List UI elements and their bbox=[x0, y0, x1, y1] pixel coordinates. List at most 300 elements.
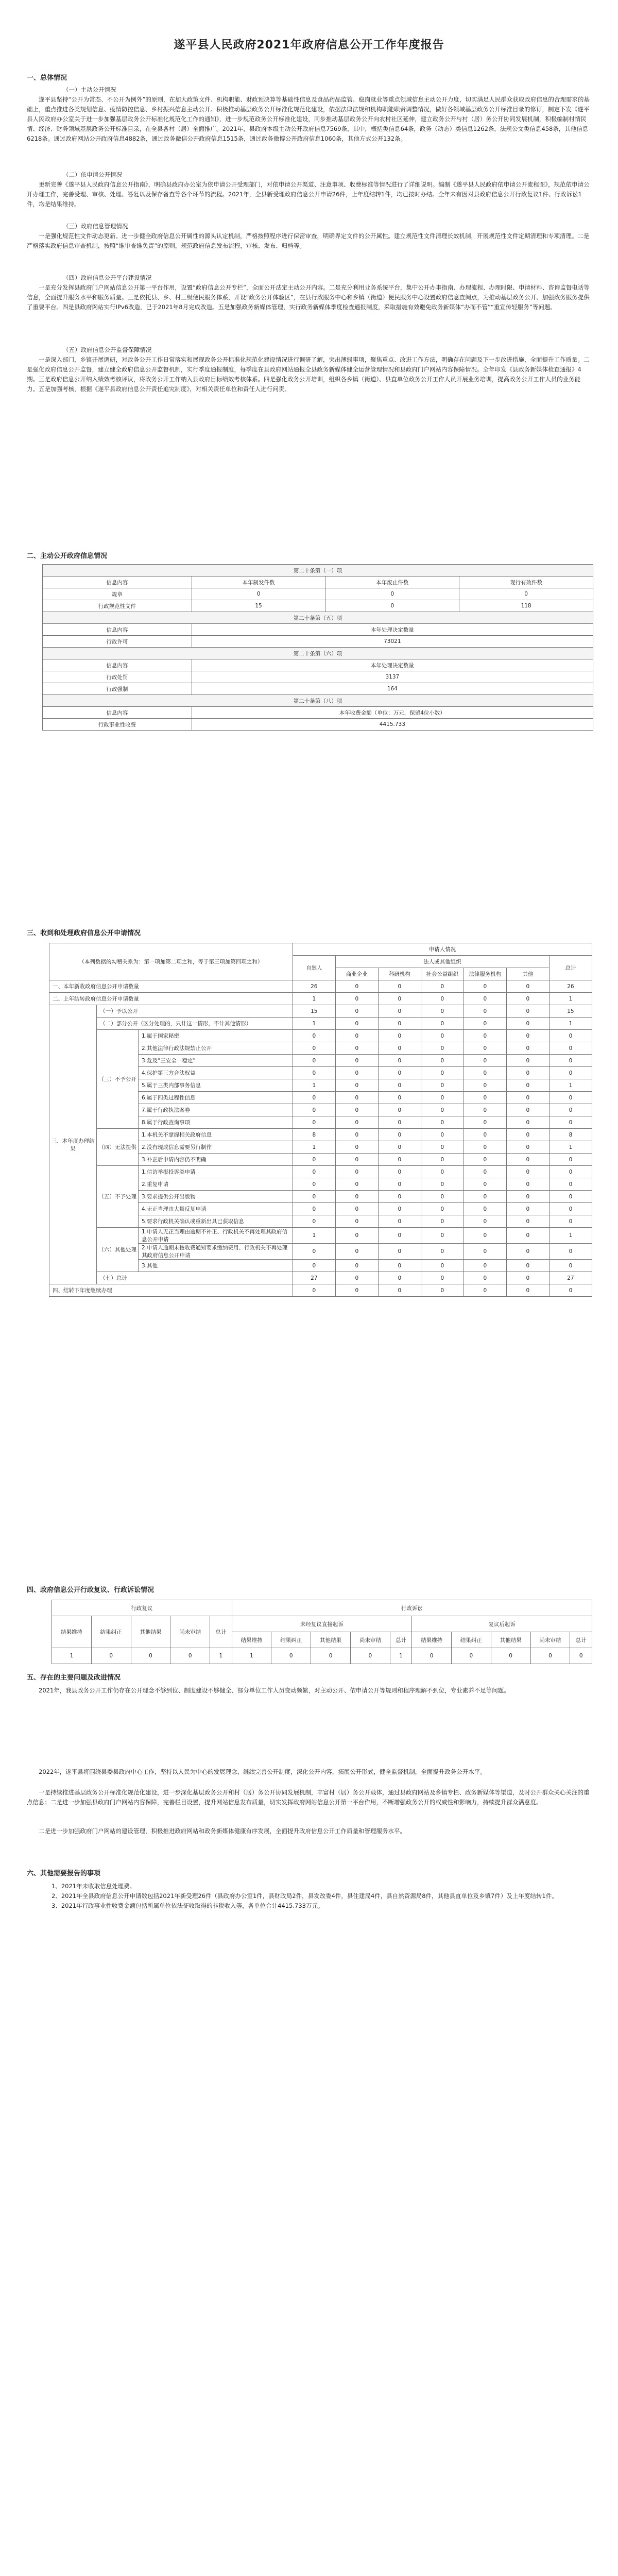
row-label: 2.没有现成信息需要另行制作 bbox=[138, 1141, 293, 1154]
cell-value: 0 bbox=[421, 1067, 464, 1079]
cell-value: 1 bbox=[549, 993, 592, 1005]
row-label: 行政强制 bbox=[43, 683, 192, 695]
row-label: 2.其他法律行政法规禁止公开 bbox=[138, 1042, 293, 1055]
cell-value: 0 bbox=[421, 1055, 464, 1067]
group-label: 三、本年度办理结果 bbox=[49, 1005, 97, 1284]
cell-value: 0 bbox=[549, 1154, 592, 1166]
cell-value: 0 bbox=[464, 1284, 506, 1297]
table-caption: 第二十条第（六）项 bbox=[43, 648, 593, 659]
col-header: 本年制发件数 bbox=[192, 577, 325, 588]
cell-value: 0 bbox=[378, 1055, 421, 1067]
cell-value: 0 bbox=[506, 1141, 549, 1154]
cell-value: 0 bbox=[464, 1166, 506, 1178]
cell-value: 0 bbox=[464, 1055, 506, 1067]
table-row bbox=[43, 636, 593, 648]
col-header: 行政复议 bbox=[52, 1600, 232, 1616]
cell-value: 0 bbox=[421, 1203, 464, 1215]
cell-value: 0 bbox=[506, 1244, 549, 1260]
cell-value: 0 bbox=[378, 1260, 421, 1272]
cell-value: 0 bbox=[421, 1129, 464, 1141]
table-row bbox=[43, 588, 593, 600]
row-label: 6.属于四类过程性信息 bbox=[138, 1092, 293, 1104]
cell-value: 0 bbox=[335, 1129, 378, 1141]
cell-value: 0 bbox=[464, 1005, 506, 1018]
cell-value: 0 bbox=[293, 1215, 335, 1228]
cell-value: 0 bbox=[421, 1154, 464, 1166]
row-label: 行政处罚 bbox=[43, 671, 192, 683]
col-header: 结果维持 bbox=[52, 1616, 92, 1648]
cell-value: 0 bbox=[325, 588, 459, 600]
table-row bbox=[43, 719, 593, 731]
cell-value: 0 bbox=[378, 980, 421, 993]
s1-para-5: 一是深入部门，乡镇开展调研，对政务公开工作日常落实和展现政务公开标准化规范化建设情况进行调研了解，突出薄弱事项，聚焦重点、改进工作方法，明确存在问题及下一步改进措施，全面提升工作质量。二是强化政府信息公开监督，建立健全政府信息公开监督机制，实行季度通报制度，每季度在县政府网站通报全县政务新媒体健全运营管理情况和县政府门户网站内容保障情况。全年印发《县政务新媒体检查通报》4期。三是政府信息公开纳入绩效考核评议，将政务公开工作纳入县政府目标绩效考核体系。四是强化政务公开培训，组织各乡镇（街道）、县直单位政务公开工作人员开展业务培训，提高政务公开工作人员的业务能力。五是加强考核，根据《遂平县政府信息公开责任追究制度》，对相关责任单位和责任人进行问责。 bbox=[27, 356, 590, 393]
cell-value: 0 bbox=[506, 1104, 549, 1116]
cell-value: 0 bbox=[192, 588, 325, 600]
subgroup-label: （三）不予公开 bbox=[97, 1030, 139, 1129]
cell-value: 0 bbox=[421, 1284, 464, 1297]
cell-value: 0 bbox=[378, 1092, 421, 1104]
table-row bbox=[49, 1005, 592, 1018]
col-header: 法人或其他组织 bbox=[335, 956, 549, 968]
cell-value: 0 bbox=[421, 1042, 464, 1055]
table-row bbox=[43, 671, 593, 683]
cell-value: 0 bbox=[378, 1116, 421, 1129]
cell-value: 0 bbox=[378, 1178, 421, 1191]
cell-value: 0 bbox=[570, 1648, 592, 1664]
col-header: 复议后起诉 bbox=[412, 1616, 592, 1632]
cell-value: 0 bbox=[293, 1116, 335, 1129]
application-handling-table bbox=[49, 943, 592, 1297]
s1-sub-5: （五）政府信息公开监督保障情况 bbox=[63, 346, 152, 353]
cell-value: 0 bbox=[464, 1129, 506, 1141]
s1-sub-4: （四）政府信息公开平台建设情况 bbox=[63, 274, 152, 281]
row-label: 3.危及“三安全一稳定” bbox=[138, 1055, 293, 1067]
cell-value: 0 bbox=[293, 1154, 335, 1166]
cell-value: 0 bbox=[464, 993, 506, 1005]
table-row bbox=[43, 683, 593, 695]
table-row bbox=[49, 1030, 592, 1042]
s1-para-3: 一是强化规范性文件动态更新。进一步健全政府信息公开属性的源头认定机制，严格按照程序进行保密审查，明确界定文件的公开属性。建立规范性文件清理长效机制，开展规范性文件定期清理和专项清理。二是严格落实政府信息审查机制，按照“谁审查谁负责”的原则，规范政府信息发布流程，审核、发布、归档等。 bbox=[27, 232, 590, 249]
cell-value: 0 bbox=[378, 1244, 421, 1260]
cell-value: 1 bbox=[210, 1648, 232, 1664]
cell-value: 0 bbox=[506, 1079, 549, 1092]
col-header: 尚未审结 bbox=[170, 1616, 210, 1648]
cell-value: 0 bbox=[464, 1042, 506, 1055]
col-header: 法律服务机构 bbox=[464, 968, 506, 980]
col-header: 其他结果 bbox=[131, 1616, 170, 1648]
cell-value: 0 bbox=[464, 1203, 506, 1215]
table-row bbox=[52, 1648, 592, 1664]
cell-value: 0 bbox=[421, 1215, 464, 1228]
row-label: 3.补正后申请内容仍不明确 bbox=[138, 1154, 293, 1166]
row-label: 3.要求提供公开出版物 bbox=[138, 1191, 293, 1203]
cell-value: 0 bbox=[378, 1166, 421, 1178]
cell-value: 0 bbox=[335, 1116, 378, 1129]
cell-value: 0 bbox=[506, 1284, 549, 1297]
cell-value: 0 bbox=[293, 1067, 335, 1079]
col-header: 其他 bbox=[506, 968, 549, 980]
col-header: 尚未审结 bbox=[530, 1632, 570, 1648]
cell-value: 15 bbox=[192, 600, 325, 612]
cell-value: 0 bbox=[464, 1272, 506, 1284]
col-header: 结果纠正 bbox=[91, 1616, 131, 1648]
cell-value: 8 bbox=[549, 1129, 592, 1141]
row-label: 4.无正当理由大量反复申请 bbox=[138, 1203, 293, 1215]
cell-value: 0 bbox=[335, 1042, 378, 1055]
cell-value: 0 bbox=[421, 1272, 464, 1284]
cell-value: 0 bbox=[271, 1648, 311, 1664]
row-label: 2.申请人逾期未按收费通知要求缴纳费用、行政机关不再处理其政府信息公开申请 bbox=[138, 1244, 293, 1260]
s1-para-4: 一是充分发挥县政府门户网站信息公开第一平台作用，设置“政府信息公开专栏”，全面公开法定主动公开内容。二是充分利用业务系统平台，集中公开办事指南、办理流程、办理时限、申请材料、咨询监督电话等信息，全面提升服务水平和服务质量。三是依托县、乡、村三级便民服务体系，开设“政务公开体验区”，在县行政服务中心和乡镇（街道）便民服务中心设置政府信息查阅点，为推动基层政务公开、加强政务服务提供了重要平台。四是县政府网站实行IPv6改造，已于2021年8月完成改造。五是加强政务新媒体管理，实行政务新媒体季度检查通报制度，采取措施有效避免政务新媒体“办而不管”“重宣传轻服务”等问题。 bbox=[27, 284, 590, 311]
cell-value: 26 bbox=[293, 980, 335, 993]
cell-value: 0 bbox=[335, 1272, 378, 1284]
col-header: 科研机构 bbox=[378, 968, 421, 980]
cell-value: 0 bbox=[421, 1092, 464, 1104]
cell-value: 0 bbox=[325, 600, 459, 612]
cell-value: 1 bbox=[549, 1079, 592, 1092]
cell-value: 1 bbox=[293, 1079, 335, 1092]
cell-value: 1 bbox=[293, 1141, 335, 1154]
report-title: 遂平县人民政府2021年政府信息公开工作年度报告 bbox=[174, 39, 444, 52]
table-caption: 第二十条第（一）项 bbox=[43, 565, 593, 577]
subgroup-label: （五）不予处理 bbox=[97, 1166, 139, 1228]
review-litigation-table bbox=[52, 1600, 592, 1664]
cell-value: 0 bbox=[549, 1178, 592, 1191]
row-label: 2.重复申请 bbox=[138, 1178, 293, 1191]
cell-value: 0 bbox=[335, 1284, 378, 1297]
cell-value: 0 bbox=[464, 980, 506, 993]
s1-para-2: 更新完善《遂平县人民政府信息公开指南》，明确县政府办公室为依申请公开受理部门，对依申请公开渠道、注意事项、收费标准等情况进行了详细说明。编制《遂平县人民政府依申请公开流程图》，规范依申请公开办理工作，完善受理、审核、处理、答复以及保存备查等各个环节的流程。2021年，全县新受理政府信息公开申请26件，上年度结转1件，均已按时办结。全年未有因对县政府信息公开行政复议1件、行政诉讼1件，均是结果维持。 bbox=[27, 181, 590, 208]
cell-value: 0 bbox=[335, 1166, 378, 1178]
row-label: 4.保护第三方合法权益 bbox=[138, 1067, 293, 1079]
cell-value: 27 bbox=[549, 1272, 592, 1284]
cell-value: 0 bbox=[421, 1030, 464, 1042]
cell-value: 0 bbox=[335, 1228, 378, 1244]
cell-value: 0 bbox=[459, 588, 593, 600]
cell-value: 0 bbox=[335, 1191, 378, 1203]
cell-value: 1 bbox=[549, 1141, 592, 1154]
cell-value: 0 bbox=[421, 1079, 464, 1092]
cell-value: 0 bbox=[549, 1092, 592, 1104]
cell-value: 0 bbox=[549, 1055, 592, 1067]
row-label: 5.要求行政机关确认或重新出具已获取信息 bbox=[138, 1215, 293, 1228]
cell-value: 0 bbox=[421, 1191, 464, 1203]
cell-value: 0 bbox=[491, 1648, 530, 1664]
cell-value: 0 bbox=[335, 1005, 378, 1018]
row-label: 5.属于三类内部事务信息 bbox=[138, 1079, 293, 1092]
cell-value: 0 bbox=[464, 1191, 506, 1203]
cell-value: 0 bbox=[378, 1018, 421, 1030]
cell-value: 0 bbox=[464, 1141, 506, 1154]
col-header: 尚未审结 bbox=[350, 1632, 390, 1648]
col-header: 总计 bbox=[570, 1632, 592, 1648]
cell-value: 0 bbox=[549, 1203, 592, 1215]
cell-value: 0 bbox=[549, 1030, 592, 1042]
row-label: 1.属于国家秘密 bbox=[138, 1030, 293, 1042]
row-label: 3.其他 bbox=[138, 1260, 293, 1272]
cell-value: 0 bbox=[506, 1154, 549, 1166]
cell-value: 0 bbox=[378, 1215, 421, 1228]
cell-value: 0 bbox=[464, 1244, 506, 1260]
cell-value: 0 bbox=[464, 1092, 506, 1104]
list-item: 2、2021年全县政府信息公开申请数包括2021年新受理26件（县政府办公室1件，县财政局2件，县发改委4件，县住建局4件，县自然资源局8件，其他县直单位及乡镇7件）及上年度结转1件。 bbox=[52, 1892, 558, 1900]
cell-value: 0 bbox=[378, 1079, 421, 1092]
cell-value: 0 bbox=[464, 1067, 506, 1079]
cell-value: 1 bbox=[549, 1018, 592, 1030]
s1-sub-2: （二）依申请公开情况 bbox=[63, 171, 122, 178]
cell-value: 0 bbox=[421, 1141, 464, 1154]
cell-value: 0 bbox=[421, 1104, 464, 1116]
col-header: 结果维持 bbox=[412, 1632, 452, 1648]
section-2-heading: 二、主动公开政府信息情况 bbox=[27, 552, 108, 560]
row-label: 7.属于行政执法案卷 bbox=[138, 1104, 293, 1116]
col-header: 未经复议直接起诉 bbox=[232, 1616, 412, 1632]
cell-value: 0 bbox=[91, 1648, 131, 1664]
cell-value: 0 bbox=[335, 1141, 378, 1154]
row-label: 1.信访举报投诉类申请 bbox=[138, 1166, 293, 1178]
cell-value: 0 bbox=[549, 1116, 592, 1129]
cell-value: 0 bbox=[464, 1215, 506, 1228]
cell-value: 0 bbox=[293, 1030, 335, 1042]
cell-value: 0 bbox=[378, 1154, 421, 1166]
col-header: 本年处理决定数量 bbox=[192, 659, 593, 671]
other-items-list bbox=[52, 1882, 592, 1911]
cell-value: 0 bbox=[293, 1284, 335, 1297]
s1-sub-1: （一）主动公开情况 bbox=[63, 86, 116, 93]
cell-value: 0 bbox=[451, 1648, 491, 1664]
cell-value: 0 bbox=[506, 1055, 549, 1067]
cell-value: 0 bbox=[350, 1648, 390, 1664]
list-item: 1、2021年未收取信息处理费。 bbox=[52, 1883, 136, 1890]
table-row bbox=[49, 1129, 592, 1141]
row-label: （七）总计 bbox=[97, 1272, 293, 1284]
col-header: 本年收费金额（单位：万元，保留4位小数） bbox=[192, 707, 593, 719]
cell-value: 0 bbox=[378, 1284, 421, 1297]
table-row bbox=[49, 980, 592, 993]
cell-value: 0 bbox=[378, 1203, 421, 1215]
cell-value: 0 bbox=[335, 1178, 378, 1191]
col-header: 其他结果 bbox=[311, 1632, 351, 1648]
cell-value: 0 bbox=[378, 1104, 421, 1116]
col-header: 行政诉讼 bbox=[232, 1600, 592, 1616]
list-item: 3、2021年行政事业性收费金额包括所属单位依法征收取得的非税收入等，各单位合计4415.733万元。 bbox=[52, 1902, 324, 1909]
row-label: 8.属于行政查询事项 bbox=[138, 1116, 293, 1129]
cell-value: 118 bbox=[459, 600, 593, 612]
cell-value: 0 bbox=[464, 1260, 506, 1272]
subgroup-label: （六）其他处理 bbox=[97, 1228, 139, 1272]
cell-value: 0 bbox=[549, 1284, 592, 1297]
cell-value: 0 bbox=[335, 1030, 378, 1042]
col-header: 本年处理决定数量 bbox=[192, 624, 593, 636]
cell-value: 0 bbox=[335, 1154, 378, 1166]
cell-value: 8 bbox=[293, 1129, 335, 1141]
cell-value: 0 bbox=[421, 980, 464, 993]
cell-value: 0 bbox=[293, 1244, 335, 1260]
row-label: 规章 bbox=[43, 588, 192, 600]
cell-value: 0 bbox=[378, 993, 421, 1005]
cell-value: 1 bbox=[390, 1648, 411, 1664]
cell-value: 0 bbox=[335, 1260, 378, 1272]
cell-value: 0 bbox=[293, 1092, 335, 1104]
cell-value: 1 bbox=[549, 1228, 592, 1244]
cell-value: 1 bbox=[232, 1648, 271, 1664]
cell-value: 0 bbox=[335, 1018, 378, 1030]
row-label: 一、本年新收政府信息公开申请数量 bbox=[49, 980, 293, 993]
table-row bbox=[49, 993, 592, 1005]
cell-value: 0 bbox=[549, 1260, 592, 1272]
cell-value: 0 bbox=[421, 1005, 464, 1018]
cell-value: 0 bbox=[464, 1154, 506, 1166]
proactive-disclosure-table bbox=[42, 564, 593, 731]
cell-value: 0 bbox=[293, 1166, 335, 1178]
s5-para-3: 一是持续推进基层政务公开标准化规范化建设，进一步深化基层政务公开和村（居）务公开协同发展机制，丰富村（居）务公开载体，通过县政府网站及乡镇专栏、政务新媒体等渠道，及时公开群众关心关注的重点信息；二是进一步加强县政府门户网站内容保障，完善栏目设置，提升网站信息发布质量，切实发挥政府网站信息公开第一平台作用，不断增强政务公开的权威性和影响力，持续提升群众满意度。 bbox=[27, 1789, 590, 1806]
col-header: 总计 bbox=[210, 1616, 232, 1648]
cell-value: 0 bbox=[506, 1260, 549, 1272]
cell-value: 0 bbox=[311, 1648, 351, 1664]
col-header: 结果维持 bbox=[232, 1632, 271, 1648]
cell-value: 0 bbox=[335, 1104, 378, 1116]
cell-value: 0 bbox=[335, 1092, 378, 1104]
cell-value: 0 bbox=[506, 1166, 549, 1178]
cell-value: 0 bbox=[378, 1129, 421, 1141]
cell-value: 1 bbox=[293, 1018, 335, 1030]
section-1-heading: 一、总体情况 bbox=[27, 74, 67, 82]
cell-value: 1 bbox=[293, 993, 335, 1005]
col-header: 信息内容 bbox=[43, 577, 192, 588]
col-header: 总计 bbox=[390, 1632, 411, 1648]
cell-value: 0 bbox=[421, 1116, 464, 1129]
cell-value: 0 bbox=[464, 1104, 506, 1116]
cell-value: 0 bbox=[421, 1178, 464, 1191]
cell-value: 27 bbox=[293, 1272, 335, 1284]
cell-value: 0 bbox=[412, 1648, 452, 1664]
table-row bbox=[49, 1228, 592, 1244]
cell-value: 0 bbox=[506, 1067, 549, 1079]
cell-value: 0 bbox=[293, 1055, 335, 1067]
cell-value: 0 bbox=[335, 1203, 378, 1215]
subgroup-label: （四）无法提供 bbox=[97, 1129, 139, 1166]
table-caption: 第二十条第（八）项 bbox=[43, 695, 593, 707]
cell-value: 164 bbox=[192, 683, 593, 695]
cell-value: 0 bbox=[506, 1215, 549, 1228]
row-label: 1.本机关不掌握相关政府信息 bbox=[138, 1129, 293, 1141]
cell-value: 0 bbox=[506, 1042, 549, 1055]
col-header: 总计 bbox=[549, 956, 592, 980]
cell-value: 0 bbox=[506, 1272, 549, 1284]
cell-value: 0 bbox=[421, 1244, 464, 1260]
cell-value: 0 bbox=[506, 1129, 549, 1141]
col-header: 社会公益组织 bbox=[421, 968, 464, 980]
cell-value: 3137 bbox=[192, 671, 593, 683]
cell-value: 0 bbox=[506, 1203, 549, 1215]
cell-value: 0 bbox=[506, 993, 549, 1005]
s5-para-2: 2022年，遂平县将围绕县委县政府中心工作，坚持以人民为中心的发展理念，继续完善公开制度，深化公开内容，拓展公开形式，健全监督机制，全面提升政务公开水平。 bbox=[39, 1768, 486, 1775]
cell-value: 0 bbox=[378, 1005, 421, 1018]
cell-value: 0 bbox=[506, 980, 549, 993]
table-row bbox=[43, 600, 593, 612]
s1-sub-3: （三）政府信息管理情况 bbox=[63, 223, 128, 230]
section-3-heading: 三、收到和处理政府信息公开申请情况 bbox=[27, 929, 141, 937]
cell-value: 0 bbox=[464, 1116, 506, 1129]
cell-value: 0 bbox=[421, 993, 464, 1005]
cell-value: 0 bbox=[506, 1191, 549, 1203]
cell-value: 0 bbox=[549, 1244, 592, 1260]
s1-para-1: 遂平县坚持“公开为常态、不公开为例外”的原则，在加大政策文件、机构职能、财政预决算等基础性信息及食品药品监管、稳岗就业等重点领域信息主动公开力度，切实满足人民群众获取政府信息的合理需求的基础上，重点推进各类规划信息、疫情防控信息、乡村振兴信息主动公开。积极推动基层政务公开标准化规范化建设，依据法律法规和机构职能职责调整情况，做好各领域基层政务公开标准目录的修订，制定下发《遂平县人民政府办公室关于进一步加强基层政务公开标准化规范化工作的通知》，进一步规范政务公开标准化建设，同步推动基层政务公开向农村社区延伸，建立政务公开与村（居）务公开协同发展机制，积极编制村情民情、经济、财务领域基层政务公开标准目录，在全县各村（居）全面推广。2021年，县政府本级主动公开政府信息7569条，其中，概括类信息64条，政务（动态）类信息1262条，法规公文类信息458条，其他信息6218条。通过政府网站公开政府信息4882条，通过政务微信公开政府信息1515条，通过政务微博公开政府信息1060条，其他方式公开132条。 bbox=[27, 96, 590, 142]
table-row bbox=[49, 1272, 592, 1284]
cell-value: 0 bbox=[293, 1178, 335, 1191]
cell-value: 0 bbox=[464, 1228, 506, 1244]
cell-value: 0 bbox=[464, 1030, 506, 1042]
cell-value: 0 bbox=[378, 1067, 421, 1079]
table-caption: 第二十条第（五）项 bbox=[43, 612, 593, 624]
cell-value: 0 bbox=[378, 1030, 421, 1042]
col-header: 信息内容 bbox=[43, 624, 192, 636]
cell-value: 0 bbox=[335, 1244, 378, 1260]
cell-value: 0 bbox=[293, 1191, 335, 1203]
section-4-heading: 四、政府信息公开行政复议、行政诉讼情况 bbox=[27, 1586, 154, 1594]
cell-value: 0 bbox=[464, 1079, 506, 1092]
cell-value: 0 bbox=[170, 1648, 210, 1664]
cell-value: 0 bbox=[506, 1018, 549, 1030]
cell-value: 0 bbox=[464, 1178, 506, 1191]
cell-value: 26 bbox=[549, 980, 592, 993]
cell-value: 0 bbox=[421, 1018, 464, 1030]
cell-value: 0 bbox=[506, 1228, 549, 1244]
cell-value: 0 bbox=[293, 1104, 335, 1116]
cell-value: 1 bbox=[293, 1228, 335, 1244]
cell-value: 0 bbox=[549, 1042, 592, 1055]
row-label: 1.申请人无正当理由逾期不补正、行政机关不再处理其政府信息公开申请 bbox=[138, 1228, 293, 1244]
cell-value: 0 bbox=[335, 1055, 378, 1067]
row-label: 四、结转下年度继续办理 bbox=[49, 1284, 293, 1297]
cell-value: 0 bbox=[464, 1018, 506, 1030]
cell-value: 0 bbox=[530, 1648, 570, 1664]
cell-value: 0 bbox=[549, 1191, 592, 1203]
cell-value: 0 bbox=[506, 1030, 549, 1042]
col-header: 现行有效件数 bbox=[459, 577, 593, 588]
cell-value: 1 bbox=[52, 1648, 92, 1664]
cell-value: 0 bbox=[335, 1215, 378, 1228]
table-row bbox=[49, 1018, 592, 1030]
row-label: （一）予以公开 bbox=[97, 1005, 293, 1018]
cell-value: 0 bbox=[506, 1005, 549, 1018]
cell-value: 0 bbox=[293, 1260, 335, 1272]
cell-value: 0 bbox=[335, 1079, 378, 1092]
cell-value: 4415.733 bbox=[192, 719, 593, 731]
cell-value: 0 bbox=[549, 1215, 592, 1228]
cell-value: 0 bbox=[549, 1166, 592, 1178]
col-header: 结果纠正 bbox=[451, 1632, 491, 1648]
cell-value: 0 bbox=[549, 1067, 592, 1079]
cell-value: 0 bbox=[506, 1092, 549, 1104]
col-header: 自然人 bbox=[293, 956, 335, 980]
col-header: 申请人情况 bbox=[293, 943, 592, 956]
row-label: （二）部分公开（区分处理的，只计这一情形，不计其他情形） bbox=[97, 1018, 293, 1030]
col-header: 信息内容 bbox=[43, 659, 192, 671]
cell-value: 0 bbox=[421, 1166, 464, 1178]
cell-value: 0 bbox=[378, 1272, 421, 1284]
cell-value: 15 bbox=[293, 1005, 335, 1018]
col-header: 本年废止件数 bbox=[325, 577, 459, 588]
cell-value: 0 bbox=[293, 1042, 335, 1055]
row-label: 二、上年结转政府信息公开申请数量 bbox=[49, 993, 293, 1005]
col-header: 商业企业 bbox=[335, 968, 378, 980]
cell-value: 0 bbox=[378, 1228, 421, 1244]
table-row bbox=[49, 1284, 592, 1297]
cell-value: 0 bbox=[421, 1228, 464, 1244]
col-header: 其他结果 bbox=[491, 1632, 530, 1648]
row-label: 行政许可 bbox=[43, 636, 192, 648]
